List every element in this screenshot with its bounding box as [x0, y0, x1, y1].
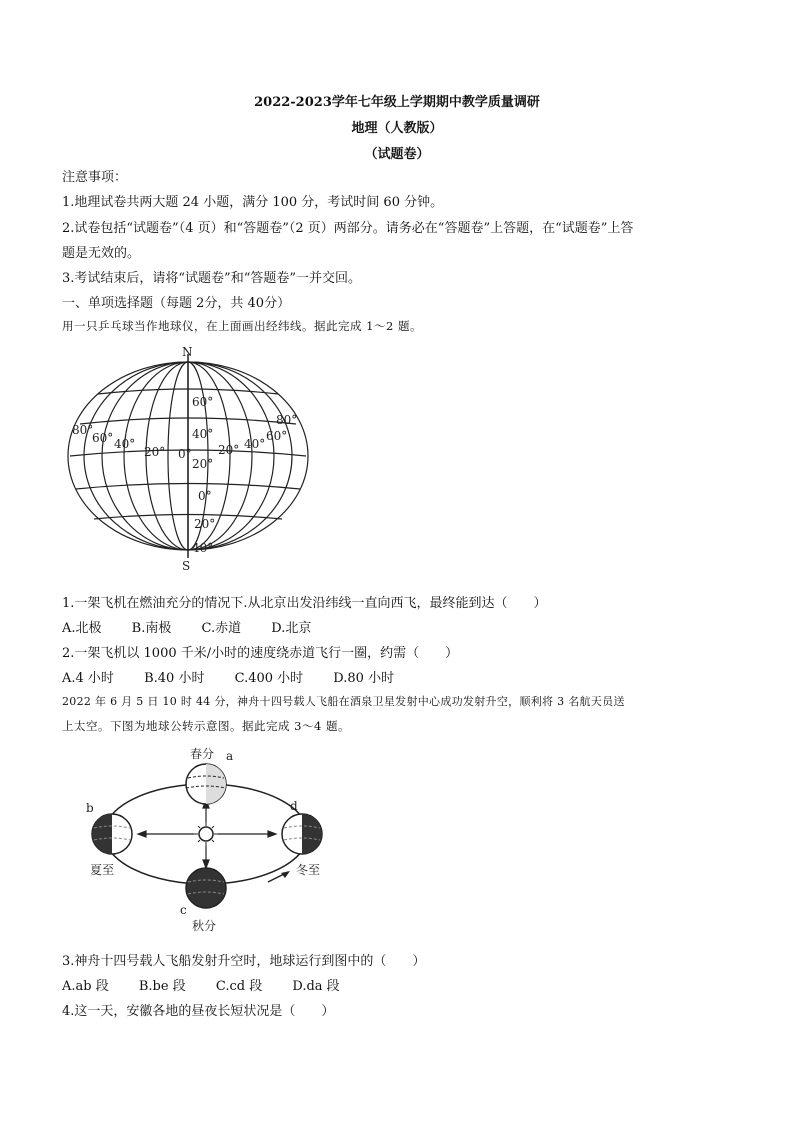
orbit-figure	[82, 742, 336, 934]
section-heading: 一、单项选择题（每题 2分，共 40分）	[62, 296, 291, 311]
earth-summer	[92, 814, 132, 854]
label-spring: 春分	[190, 747, 215, 761]
subject-title: 地理（人教版）	[351, 121, 443, 136]
notice-item-2: 2.试卷包括“试题卷”（4 页）和“答题卷”（2 页）两部分。请务必在“答题卷”上答题，在“试题卷”上答	[62, 221, 634, 236]
question-1-options	[62, 617, 337, 636]
question-4: 4.这一天，安徽各地的昼夜长短状况是（ ）	[62, 1004, 335, 1019]
q2-option-b: B.40 小时	[144, 671, 205, 686]
lat-20n: 20°	[192, 457, 214, 471]
exam-title: 2022-2023学年七年级上学期期中教学质量调研	[254, 95, 540, 110]
q1-option-a: A.北极	[62, 621, 102, 636]
lon-20w: 20°	[144, 445, 166, 459]
q3-option-c: C.cd 段	[215, 979, 263, 994]
intro-q1-2: 用一只乒乓球当作地球仪，在上面画出经纬线。据此完成 1～2 题。	[62, 319, 422, 333]
notice-item-3: 3.考试结束后，请将“试题卷”和“答题卷”一并交回。	[62, 271, 361, 286]
sun-icon	[194, 822, 218, 846]
q1-option-c: C.赤道	[201, 621, 242, 636]
question-3-options	[62, 975, 366, 994]
question-3: 3.神舟十四号载人飞船发射升空时，地球运行到图中的（ ）	[62, 954, 426, 969]
question-2-options	[62, 667, 420, 686]
q3-option-a: A.ab 段	[62, 979, 109, 994]
notice-heading: 注意事项：	[62, 170, 128, 185]
globe-figure	[58, 344, 320, 572]
label-winter: 冬至	[296, 863, 321, 877]
lat-0: 0°	[198, 489, 212, 503]
orbit-direction-arrow	[281, 871, 290, 878]
lon-80w: 80°	[72, 423, 94, 437]
lon-40w: 40°	[114, 437, 136, 451]
label-c: c	[180, 903, 187, 917]
lon-20e: 20°	[218, 443, 240, 457]
q2-option-c: C.400 小时	[234, 671, 304, 686]
q2-option-a: A.4 小时	[62, 671, 114, 686]
lat-20s: 20°	[194, 517, 216, 531]
label-a: a	[226, 749, 234, 763]
lon-40e: 40°	[244, 437, 266, 451]
paper-type: （试题卷）	[364, 147, 430, 162]
q1-option-b: B.南极	[131, 621, 172, 636]
south-label: S	[182, 559, 191, 572]
lon-60w: 60°	[92, 431, 114, 445]
earth-autumn	[186, 868, 226, 908]
intro-q3-4: 2022 年 6 月 5 日 10 时 44 分，神舟十四号载人飞船在酒泉卫星发射中心成功发射升空，顺利将 3 名航天员送	[62, 695, 625, 708]
label-d: d	[290, 799, 298, 813]
earth-winter	[282, 814, 322, 854]
lat-40n: 40°	[192, 427, 214, 441]
notice-item-1: 1.地理试卷共两大题 24 小题，满分 100 分，考试时间 60 分钟。	[62, 195, 444, 210]
lon-60e: 60°	[266, 429, 288, 443]
lon-0: 0°	[178, 447, 192, 461]
q3-option-b: B.be 段	[138, 979, 186, 994]
lat-60n: 60°	[192, 395, 214, 409]
label-summer: 夏至	[90, 863, 115, 877]
north-label: N	[182, 345, 193, 359]
q2-option-d: D.80 小时	[333, 671, 395, 686]
question-1: 1.一架飞机在燃油充分的情况下.从北京出发沿纬线一直向西飞，最终能到达（ ）	[62, 596, 547, 611]
label-autumn: 秋分	[192, 919, 217, 933]
lon-80e: 80°	[276, 413, 298, 427]
q3-option-d: D.da 段	[292, 979, 340, 994]
notice-item-2-cont: 题是无效的。	[62, 246, 141, 261]
question-2: 2.一架飞机以 1000 千米/小时的速度绕赤道飞行一圈，约需（ ）	[62, 646, 459, 661]
q1-option-d: D.北京	[271, 621, 312, 636]
intro-q3-4-cont: 上太空。下图为地球公转示意图。据此完成 3～4 题。	[62, 719, 350, 733]
earth-spring	[186, 764, 226, 804]
label-b: b	[86, 801, 94, 815]
lat-40s: 40°	[192, 541, 214, 555]
